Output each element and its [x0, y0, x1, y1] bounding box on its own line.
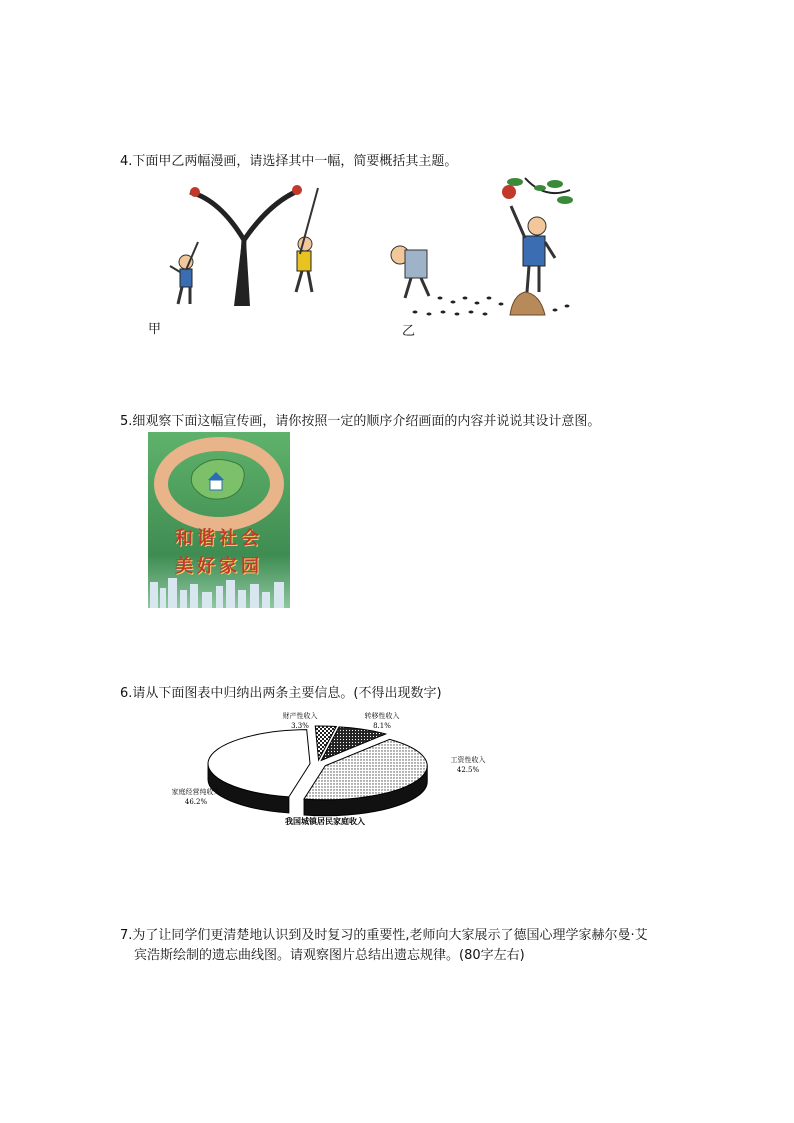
propaganda-poster: [148, 432, 290, 608]
apple: [502, 185, 516, 199]
value-wage: 42.5%: [456, 766, 480, 774]
chart-title: 我国城镇居民家庭收入: [285, 816, 365, 826]
value-property: 3.3%: [291, 722, 309, 730]
apple-left: [190, 187, 200, 197]
income-pie-chart: [150, 702, 500, 832]
label-business: 家庭经营纯收入: [171, 788, 221, 796]
value-transfer: 8.1%: [373, 722, 391, 730]
apple-right: [292, 185, 302, 195]
poster-slogan-2: 美好家园: [175, 556, 263, 577]
value-business: 46.2%: [184, 798, 208, 806]
question-4: 4.下面甲乙两幅漫画，请选择其中一幅，简要概括其主题。: [120, 154, 458, 169]
question-5: 5.细观察下面这幅宣传画，请你按照一定的顺序介绍画面的内容并说说其设计意图。: [120, 414, 601, 429]
label-transfer: 转移性收入: [364, 712, 400, 720]
label-property: 财产性收入: [282, 712, 318, 720]
tree-trunk: [234, 240, 250, 306]
cartoon-jia: [160, 180, 340, 310]
boy-left: [170, 242, 198, 304]
label-yi: 乙: [402, 324, 416, 339]
house-icon: [210, 480, 222, 490]
question-7-line2: 宾浩斯绘制的遗忘曲线图。请观察图片总结出遗忘规律。(80字左右): [134, 948, 525, 963]
question-7-line1: 7.为了让同学们更清楚地认识到及时复习的重要性,老师向大家展示了德国心理学家赫尔曼·艾: [120, 928, 648, 943]
label-jia: 甲: [148, 322, 162, 337]
sad-man: [391, 246, 429, 298]
reaching-man: [510, 206, 555, 315]
footprints: [413, 297, 570, 316]
label-wage: 工资性收入: [450, 756, 486, 764]
question-6: 6.请从下面图表中归纳出两条主要信息。(不得出现数字): [120, 686, 442, 701]
cartoon-yi: [385, 170, 580, 320]
city-skyline: [150, 578, 284, 608]
boy-right: [296, 188, 318, 292]
poster-slogan-1: 和谐社会: [175, 528, 263, 549]
